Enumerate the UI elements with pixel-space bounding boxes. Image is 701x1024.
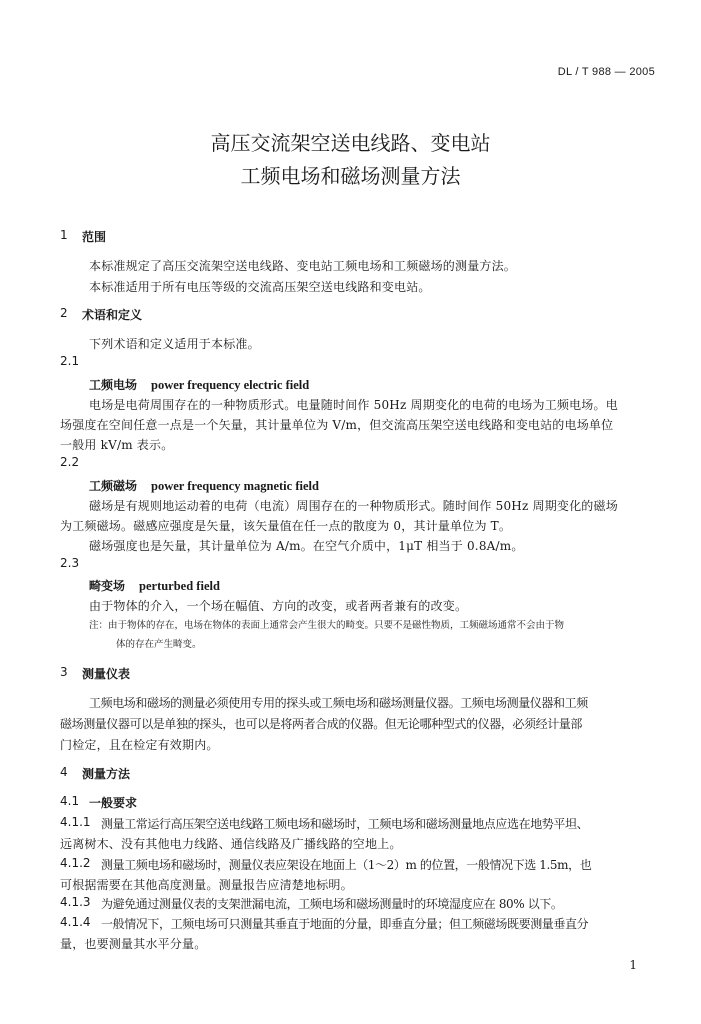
standard-number: DL / T 988 — 2005 bbox=[557, 66, 655, 78]
definition-2-2-term bbox=[89, 477, 319, 494]
section-3-line-2: 磁场测量仪器可以是单独的探头，也可以是将两者合成的仪器。但无论哪种型式的仪器，必须经计量部 bbox=[60, 717, 583, 731]
section-4-1-number: 4.1 bbox=[60, 794, 80, 808]
definition-2-2-number: 2.2 bbox=[60, 455, 80, 469]
term-zh: 工频电场 bbox=[89, 378, 138, 392]
section-2-heading: 术语和定义 bbox=[82, 308, 143, 322]
clause-4-1-4-number: 4.1.4 bbox=[60, 915, 91, 929]
definition-2-3-number: 2.3 bbox=[60, 556, 80, 570]
document-title-line-2: 工频电场和磁场测量方法 bbox=[240, 164, 461, 188]
clause-4-1-1-line-2: 远离树木、没有其他电力线路、通信线路及广播线路的空地上。 bbox=[60, 837, 402, 851]
clause-4-1-4-line-1: 一般情况下，工频电场可只测量其垂直于地面的分量，即垂直分量；但工频磁场既要测量垂直分 bbox=[101, 917, 589, 931]
section-1-number: 1 bbox=[60, 228, 68, 242]
definition-2-1-number: 2.1 bbox=[60, 354, 80, 368]
definition-2-3-note-line-1: 注：由于物体的存在，电场在物体的表面上通常会产生很大的畸变。只要不是磁性物质，工频磁场通常不会由于物 bbox=[89, 620, 565, 631]
section-3-heading: 测量仪表 bbox=[82, 667, 131, 681]
clause-4-1-2-line-2: 可根据需要在其他高度测量。测量报告应清楚地标明。 bbox=[60, 878, 353, 892]
term-en: power frequency magnetic field bbox=[151, 479, 319, 493]
definition-2-3-note-line-2: 体的存在产生畸变。 bbox=[116, 639, 202, 650]
clause-4-1-1-line-1: 测量工常运行高压架空送电线路工频电场和磁场时，工频电场和磁场测量地点应选在地势平坦、 bbox=[101, 817, 589, 831]
clause-4-1-2-line-1: 测量工频电场和磁场时，测量仪表应架设在地面上（1～2）m 的位置，一般情况下选 1.5m，也 bbox=[101, 858, 592, 872]
section-4-1-heading: 一般要求 bbox=[89, 796, 138, 810]
definition-2-2-line-3: 磁场强度也是矢量，其计量单位为 A/m。在空气介质中，1μT 相当于 0.8A/m。 bbox=[89, 539, 524, 553]
section-3-line-1: 工频电场和磁场的测量必须使用专用的探头或工频电场和磁场测量仪器。工频电场测量仪器和工频 bbox=[89, 696, 588, 710]
definition-2-1-line-1: 电场是电荷周围存在的一种物质形式。电量随时间作 50Hz 周期变化的电荷的电场为工频电场。电 bbox=[89, 398, 618, 412]
definition-2-3-line-1: 由于物体的介入，一个场在幅值、方向的改变，或者两者兼有的改变。 bbox=[89, 599, 468, 613]
term-zh: 畸变场 bbox=[89, 579, 126, 593]
document-title-line-1: 高压交流架空送电线路、变电站 bbox=[210, 131, 491, 155]
section-4-number: 4 bbox=[60, 765, 68, 779]
clause-4-1-3-number: 4.1.3 bbox=[60, 895, 91, 909]
definition-2-1-line-3: 一般用 kV/m 表示。 bbox=[60, 438, 174, 452]
section-2-intro: 下列术语和定义适用于本标准。 bbox=[89, 337, 260, 351]
clause-4-1-4-line-2: 量，也要测量其水平分量。 bbox=[60, 937, 207, 951]
clause-4-1-1-number: 4.1.1 bbox=[60, 815, 91, 829]
section-2-number: 2 bbox=[60, 306, 68, 320]
definition-2-3-term bbox=[89, 577, 220, 594]
definition-2-2-line-1: 磁场是有规则地运动着的电荷（电流）周围存在的一种物质形式。随时间作 50Hz 周期变化的磁场 bbox=[89, 499, 618, 513]
section-1-paragraph-1: 本标准规定了高压交流架空送电线路、变电站工频电场和工频磁场的测量方法。 bbox=[89, 259, 517, 273]
definition-2-1-line-2: 场强度在空间任意一点是一个矢量，其计量单位为 V/m，但交流高压架空送电线路和变电站的电场单位 bbox=[60, 418, 614, 432]
section-1-paragraph-2: 本标准适用于所有电压等级的交流高压架空送电线路和变电站。 bbox=[89, 280, 431, 294]
clause-4-1-3-line-1: 为避免通过测量仪表的支架泄漏电流，工频电场和磁场测量时的环境湿度应在 80% 以下。 bbox=[101, 897, 563, 911]
definition-2-2-line-2: 为工频磁场。磁感应强度是矢量，该矢量值在任一点的散度为 0，其计量单位为 T。 bbox=[60, 519, 512, 533]
section-3-line-3: 门检定，且在检定有效期内。 bbox=[60, 738, 219, 752]
term-en: perturbed field bbox=[139, 579, 220, 593]
term-zh: 工频磁场 bbox=[89, 479, 138, 493]
section-3-number: 3 bbox=[60, 665, 68, 679]
clause-4-1-2-number: 4.1.2 bbox=[60, 856, 91, 870]
section-1-heading: 范围 bbox=[82, 230, 107, 244]
definition-2-1-term bbox=[89, 376, 309, 393]
term-en: power frequency electric field bbox=[151, 378, 310, 392]
page-number: 1 bbox=[629, 958, 637, 972]
section-4-heading: 测量方法 bbox=[82, 767, 131, 781]
